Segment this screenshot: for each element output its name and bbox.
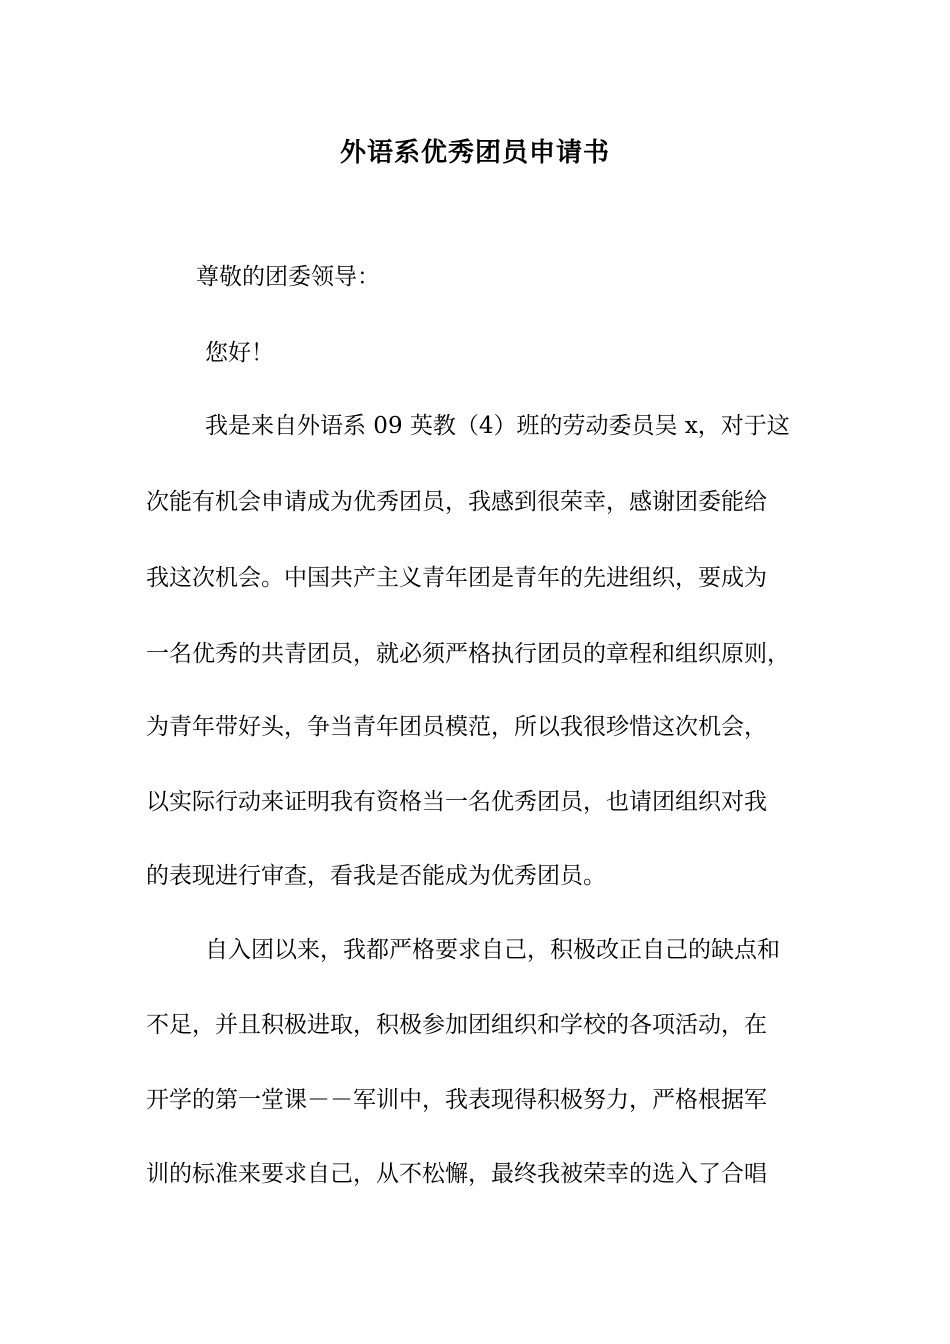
paragraph-line: 为青年带好头，争当青年团员模范，所以我很珍惜这次机会， (146, 714, 767, 740)
paragraph-line: 我是来自外语系 09 英教（4）班的劳动委员吴 x，对于这 (205, 413, 790, 439)
paragraph-line: 训的标准来要求自己，从不松懈，最终我被荣幸的选入了合唱 (146, 1161, 767, 1187)
paragraph-line: 一名优秀的共青团员，就必须严格执行团员的章程和组织原则， (146, 641, 790, 667)
salutation: 尊敬的团委领导： (196, 264, 380, 290)
paragraph-line: 我这次机会。中国共产主义青年团是青年的先进组织，要成为 (146, 565, 767, 591)
greeting: 您好！ (205, 340, 274, 366)
paragraph-line: 自入团以来，我都严格要求自己，积极改正自己的缺点和 (205, 937, 780, 963)
paragraph-line: 次能有机会申请成为优秀团员，我感到很荣幸，感谢团委能给 (146, 489, 767, 515)
paragraph-line: 的表现进行审查，看我是否能成为优秀团员。 (146, 863, 606, 889)
document-title: 外语系优秀团员申请书 (339, 138, 610, 168)
paragraph-line: 以实际行动来证明我有资格当一名优秀团员，也请团组织对我 (146, 789, 767, 815)
paragraph-line: 不足，并且积极进取，积极参加团组织和学校的各项活动，在 (146, 1012, 767, 1038)
paragraph-line: 开学的第一堂课－－军训中，我表现得积极努力，严格根据军 (146, 1087, 767, 1113)
